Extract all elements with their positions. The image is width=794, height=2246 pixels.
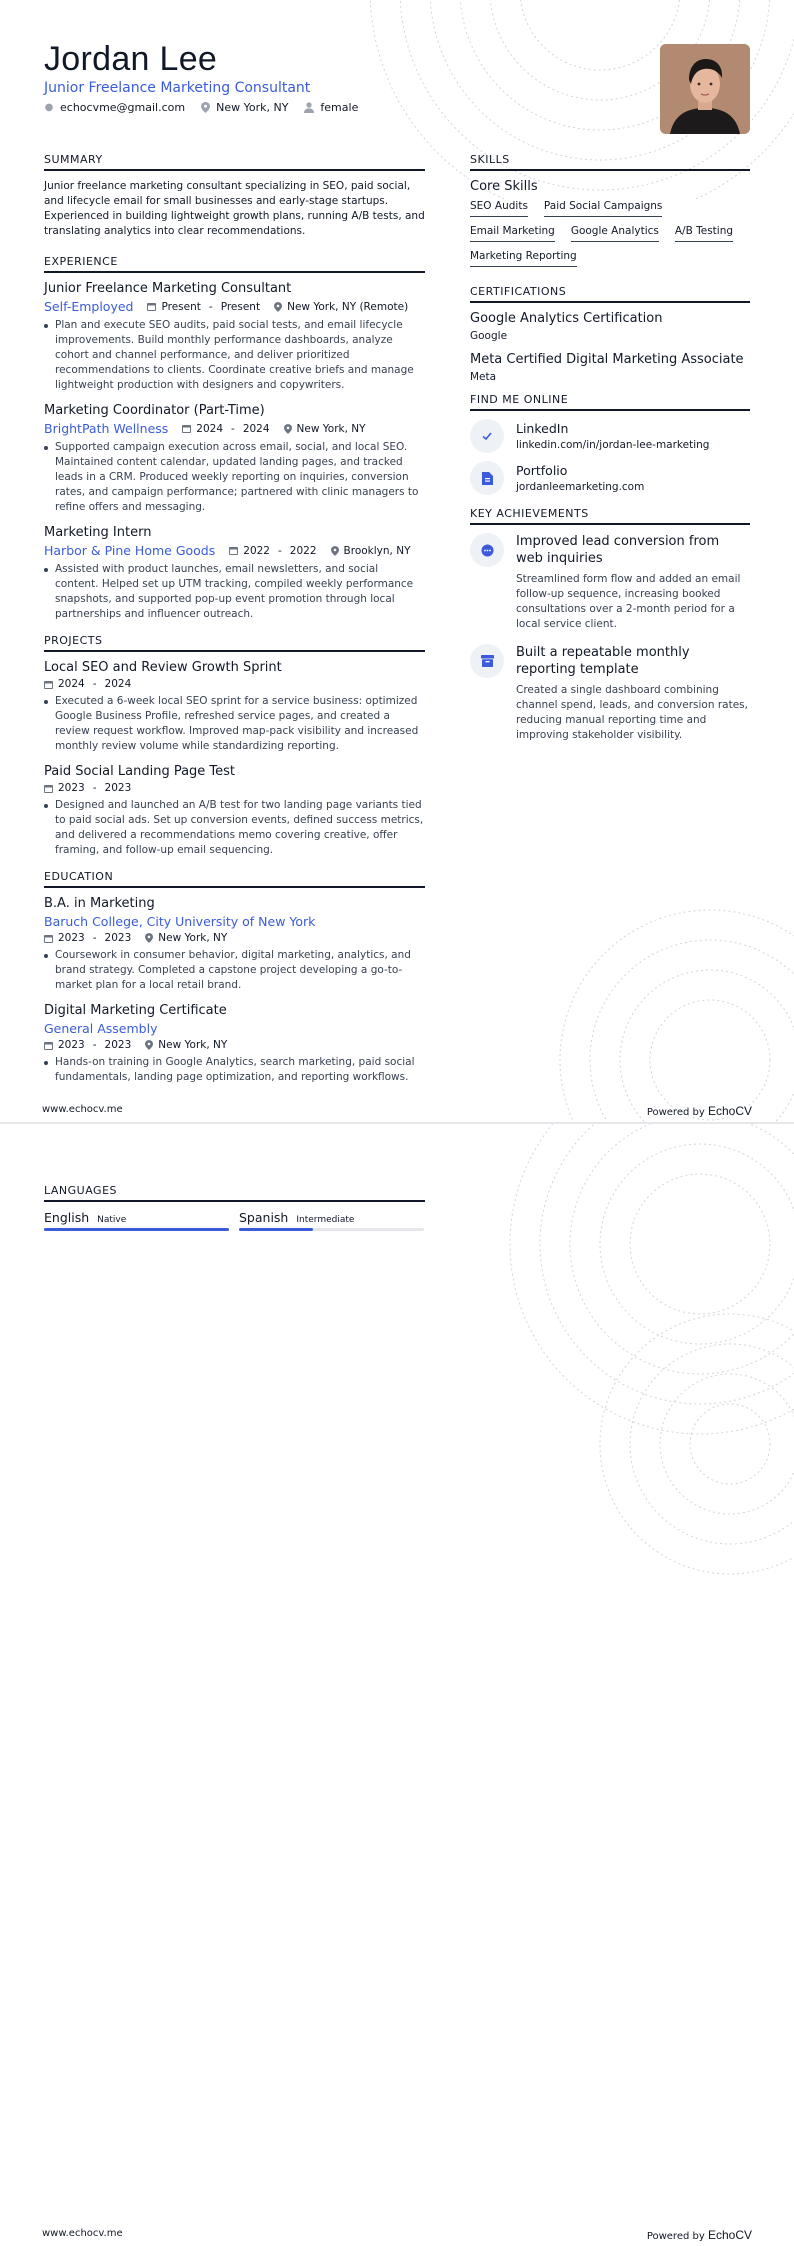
school-name: Baruch College, City University of New York xyxy=(44,914,316,929)
skills-group-title: Core Skills xyxy=(470,179,538,194)
experience-heading: EXPERIENCE xyxy=(44,255,425,273)
certifications-section xyxy=(470,285,750,383)
certification-name: Meta Certified Digital Marketing Associate xyxy=(470,352,744,367)
education-description: Hands-on training in Google Analytics, search marketing, paid social fundamentals, landing page optimization, and reporting workflows. xyxy=(44,1055,425,1085)
resume-page-1 xyxy=(0,0,794,1122)
location-pin-icon xyxy=(331,546,339,556)
job-title: Junior Freelance Marketing Consultant xyxy=(44,281,292,296)
skills-heading: SKILLS xyxy=(470,153,750,171)
achievements-section xyxy=(470,507,750,743)
job-location: New York, NY (Remote) xyxy=(274,301,408,313)
language-level-fill xyxy=(239,1228,313,1231)
email-text: echocvme@gmail.com xyxy=(60,101,186,114)
job-description: Supported campaign execution across email, social, and local SEO. Maintained content calendar, updated landing pages, and tracked leads in a CRM. Produced weekly reporting on inquiries, conversion rates, and campaign performance; partnered with clinic managers to refine offers and messaging. xyxy=(44,440,425,515)
document-icon xyxy=(470,461,504,495)
summary-section xyxy=(44,153,425,239)
chat-icon xyxy=(470,533,504,567)
certifications-heading: CERTIFICATIONS xyxy=(470,285,750,303)
online-link[interactable]: jordanleemarketing.com xyxy=(516,481,645,493)
online-item-linkedin[interactable] xyxy=(470,419,750,453)
job-title: Marketing Intern xyxy=(44,525,152,540)
certification-issuer: Meta xyxy=(470,371,497,383)
footer-powered-by: Powered by EchoCV xyxy=(646,2228,752,2242)
calendar-icon xyxy=(44,934,53,943)
experience-section xyxy=(44,255,425,622)
languages-heading: LANGUAGES xyxy=(44,1184,425,1202)
achievement-title: Improved lead conversion from web inquiries xyxy=(516,534,720,566)
language-level-bar xyxy=(239,1228,424,1231)
decorative-circles-bottom xyxy=(540,860,794,1122)
right-column xyxy=(470,153,750,755)
experience-item xyxy=(44,525,425,622)
skill-tag: Marketing Reporting xyxy=(470,250,577,267)
contact-gender xyxy=(304,101,358,114)
certification-issuer: Google xyxy=(470,330,508,342)
calendar-icon xyxy=(147,302,156,311)
footer-site[interactable]: www.echocv.me xyxy=(42,1104,123,1115)
skill-tag: Email Marketing xyxy=(470,225,555,242)
language-item xyxy=(44,1210,229,1231)
project-dates: 2024 - 2024 xyxy=(44,678,131,690)
skills-section xyxy=(470,153,750,267)
location-pin-icon xyxy=(274,302,282,312)
education-item xyxy=(44,1003,425,1085)
education-location: New York, NY xyxy=(145,1039,227,1051)
contact-email[interactable] xyxy=(44,101,185,114)
achievement-title: Built a repeatable monthly reporting template xyxy=(516,645,690,677)
experience-item xyxy=(44,281,425,393)
project-description: Executed a 6-week local SEO sprint for a service business: optimized Google Business Profile, refreshed service pages, and created a review request workflow. Improved map-pack visibility and increased monthly review volume while standardizing reporting. xyxy=(44,694,425,754)
project-item xyxy=(44,660,425,754)
skill-tag: Paid Social Campaigns xyxy=(544,200,662,217)
skill-tags xyxy=(470,200,750,267)
online-link[interactable]: linkedin.com/in/jordan-lee-marketing xyxy=(516,439,710,451)
calendar-icon xyxy=(44,1041,53,1050)
echocv-logo: EchoCV xyxy=(707,1104,752,1118)
online-item-portfolio[interactable] xyxy=(470,461,750,495)
education-heading: EDUCATION xyxy=(44,870,425,888)
education-description: Coursework in consumer behavior, digital marketing, analytics, and brand strategy. Completed a capstone project developing a go-to-market plan for a local retail brand. xyxy=(44,948,425,993)
location-pin-icon xyxy=(284,424,292,434)
language-name: English xyxy=(44,1210,90,1225)
job-description: Plan and execute SEO audits, paid social tests, and email lifecycle improvements. Build monthly performance dashboards, analyze cohort and channel performance, and deliver prioritized recommendations to clients. Coordinate creative briefs and manage lightweight production with designers and copywriters. xyxy=(44,318,425,393)
education-section xyxy=(44,870,425,1085)
left-column xyxy=(44,153,425,1095)
company-name: Self-Employed xyxy=(44,299,134,314)
location-pin-icon xyxy=(145,933,153,943)
candidate-title: Junior Freelance Marketing Consultant xyxy=(44,80,311,96)
project-item xyxy=(44,764,425,858)
summary-heading: SUMMARY xyxy=(44,153,425,171)
page-footer xyxy=(0,2228,794,2242)
job-location: New York, NY xyxy=(284,423,366,435)
page-footer xyxy=(0,1104,794,1118)
achievements-heading: KEY ACHIEVEMENTS xyxy=(470,507,750,525)
certification-name: Google Analytics Certification xyxy=(470,311,663,326)
footer-site[interactable]: www.echocv.me xyxy=(42,2228,123,2239)
calendar-icon xyxy=(229,546,238,555)
job-dates: 2024 - 2024 xyxy=(182,423,269,435)
calendar-icon xyxy=(44,784,53,793)
contact-info xyxy=(44,101,358,114)
contact-location xyxy=(201,101,288,114)
degree-title: B.A. in Marketing xyxy=(44,896,155,911)
project-title: Paid Social Landing Page Test xyxy=(44,764,236,779)
languages-section xyxy=(44,1184,425,1231)
resume-page-2 xyxy=(0,1124,794,2246)
achievement-description: Streamlined form flow and added an email follow-up sequence, increasing booked consultations over a 2-month period for a local service client. xyxy=(516,573,741,630)
language-item xyxy=(239,1210,424,1231)
skill-tag: A/B Testing xyxy=(675,225,733,242)
job-location: Brooklyn, NY xyxy=(331,545,411,557)
calendar-icon xyxy=(182,424,191,433)
check-icon xyxy=(470,419,504,453)
candidate-name: Jordan Lee xyxy=(44,40,218,78)
online-heading: FIND ME ONLINE xyxy=(470,393,750,411)
projects-heading: PROJECTS xyxy=(44,634,425,652)
school-name: General Assembly xyxy=(44,1021,158,1036)
experience-item xyxy=(44,403,425,515)
decorative-circles-right xyxy=(470,1124,794,1604)
summary-text: Junior freelance marketing consultant specializing in SEO, paid social, and lifecycle email for small businesses and early-stage startups. Experienced in building lightweight growth plans, running A/B tests, and translating analytics into clear recommendations. xyxy=(44,180,425,237)
online-section xyxy=(470,393,750,495)
echocv-logo: EchoCV xyxy=(707,2228,752,2242)
achievement-item xyxy=(470,644,750,743)
projects-section xyxy=(44,634,425,858)
achievement-item xyxy=(470,533,750,632)
language-name: Spanish xyxy=(239,1210,289,1225)
degree-title: Digital Marketing Certificate xyxy=(44,1003,227,1018)
email-icon: ● xyxy=(44,101,54,113)
education-location: New York, NY xyxy=(145,932,227,944)
job-description: Assisted with product launches, email newsletters, and social content. Helped set up UTM tracking, compiled weekly performance snapshots, and supported pop-up event promotion through local partnerships and influencer outreach. xyxy=(44,562,425,622)
education-item xyxy=(44,896,425,993)
company-name: Harbor & Pine Home Goods xyxy=(44,543,216,558)
archive-icon xyxy=(470,644,504,678)
education-dates: 2023 - 2023 xyxy=(44,1039,131,1051)
calendar-icon xyxy=(44,680,53,689)
project-title: Local SEO and Review Growth Sprint xyxy=(44,660,282,675)
online-label: LinkedIn xyxy=(516,421,569,436)
language-level: Intermediate xyxy=(296,1215,355,1225)
achievement-description: Created a single dashboard combining channel spend, leads, and conversion rates, reducing manual reporting time and improving stakeholder visibility. xyxy=(516,684,748,741)
person-icon xyxy=(304,102,314,113)
job-dates: 2022 - 2022 xyxy=(229,545,316,557)
language-level: Native xyxy=(97,1215,127,1225)
job-title: Marketing Coordinator (Part-Time) xyxy=(44,403,265,418)
job-dates: Present - Present xyxy=(147,301,260,313)
skill-tag: Google Analytics xyxy=(571,225,659,242)
language-level-fill xyxy=(44,1228,229,1231)
location-pin-icon xyxy=(145,1040,153,1050)
language-level-bar xyxy=(44,1228,229,1231)
online-label: Portfolio xyxy=(516,463,568,478)
location-pin-icon xyxy=(201,102,210,113)
profile-photo xyxy=(660,44,750,134)
project-description: Designed and launched an A/B test for two landing page variants tied to paid social ads. Set up conversion events, defined success metrics, and delivered a recommendations memo covering creative, offer framing, and follow-up email sequencing. xyxy=(44,798,425,858)
location-text: New York, NY xyxy=(216,101,289,114)
project-dates: 2023 - 2023 xyxy=(44,782,131,794)
gender-text: female xyxy=(320,101,359,114)
company-name: BrightPath Wellness xyxy=(44,421,169,436)
skill-tag: SEO Audits xyxy=(470,200,528,217)
footer-powered-by: Powered by EchoCV xyxy=(646,1104,752,1118)
education-dates: 2023 - 2023 xyxy=(44,932,131,944)
